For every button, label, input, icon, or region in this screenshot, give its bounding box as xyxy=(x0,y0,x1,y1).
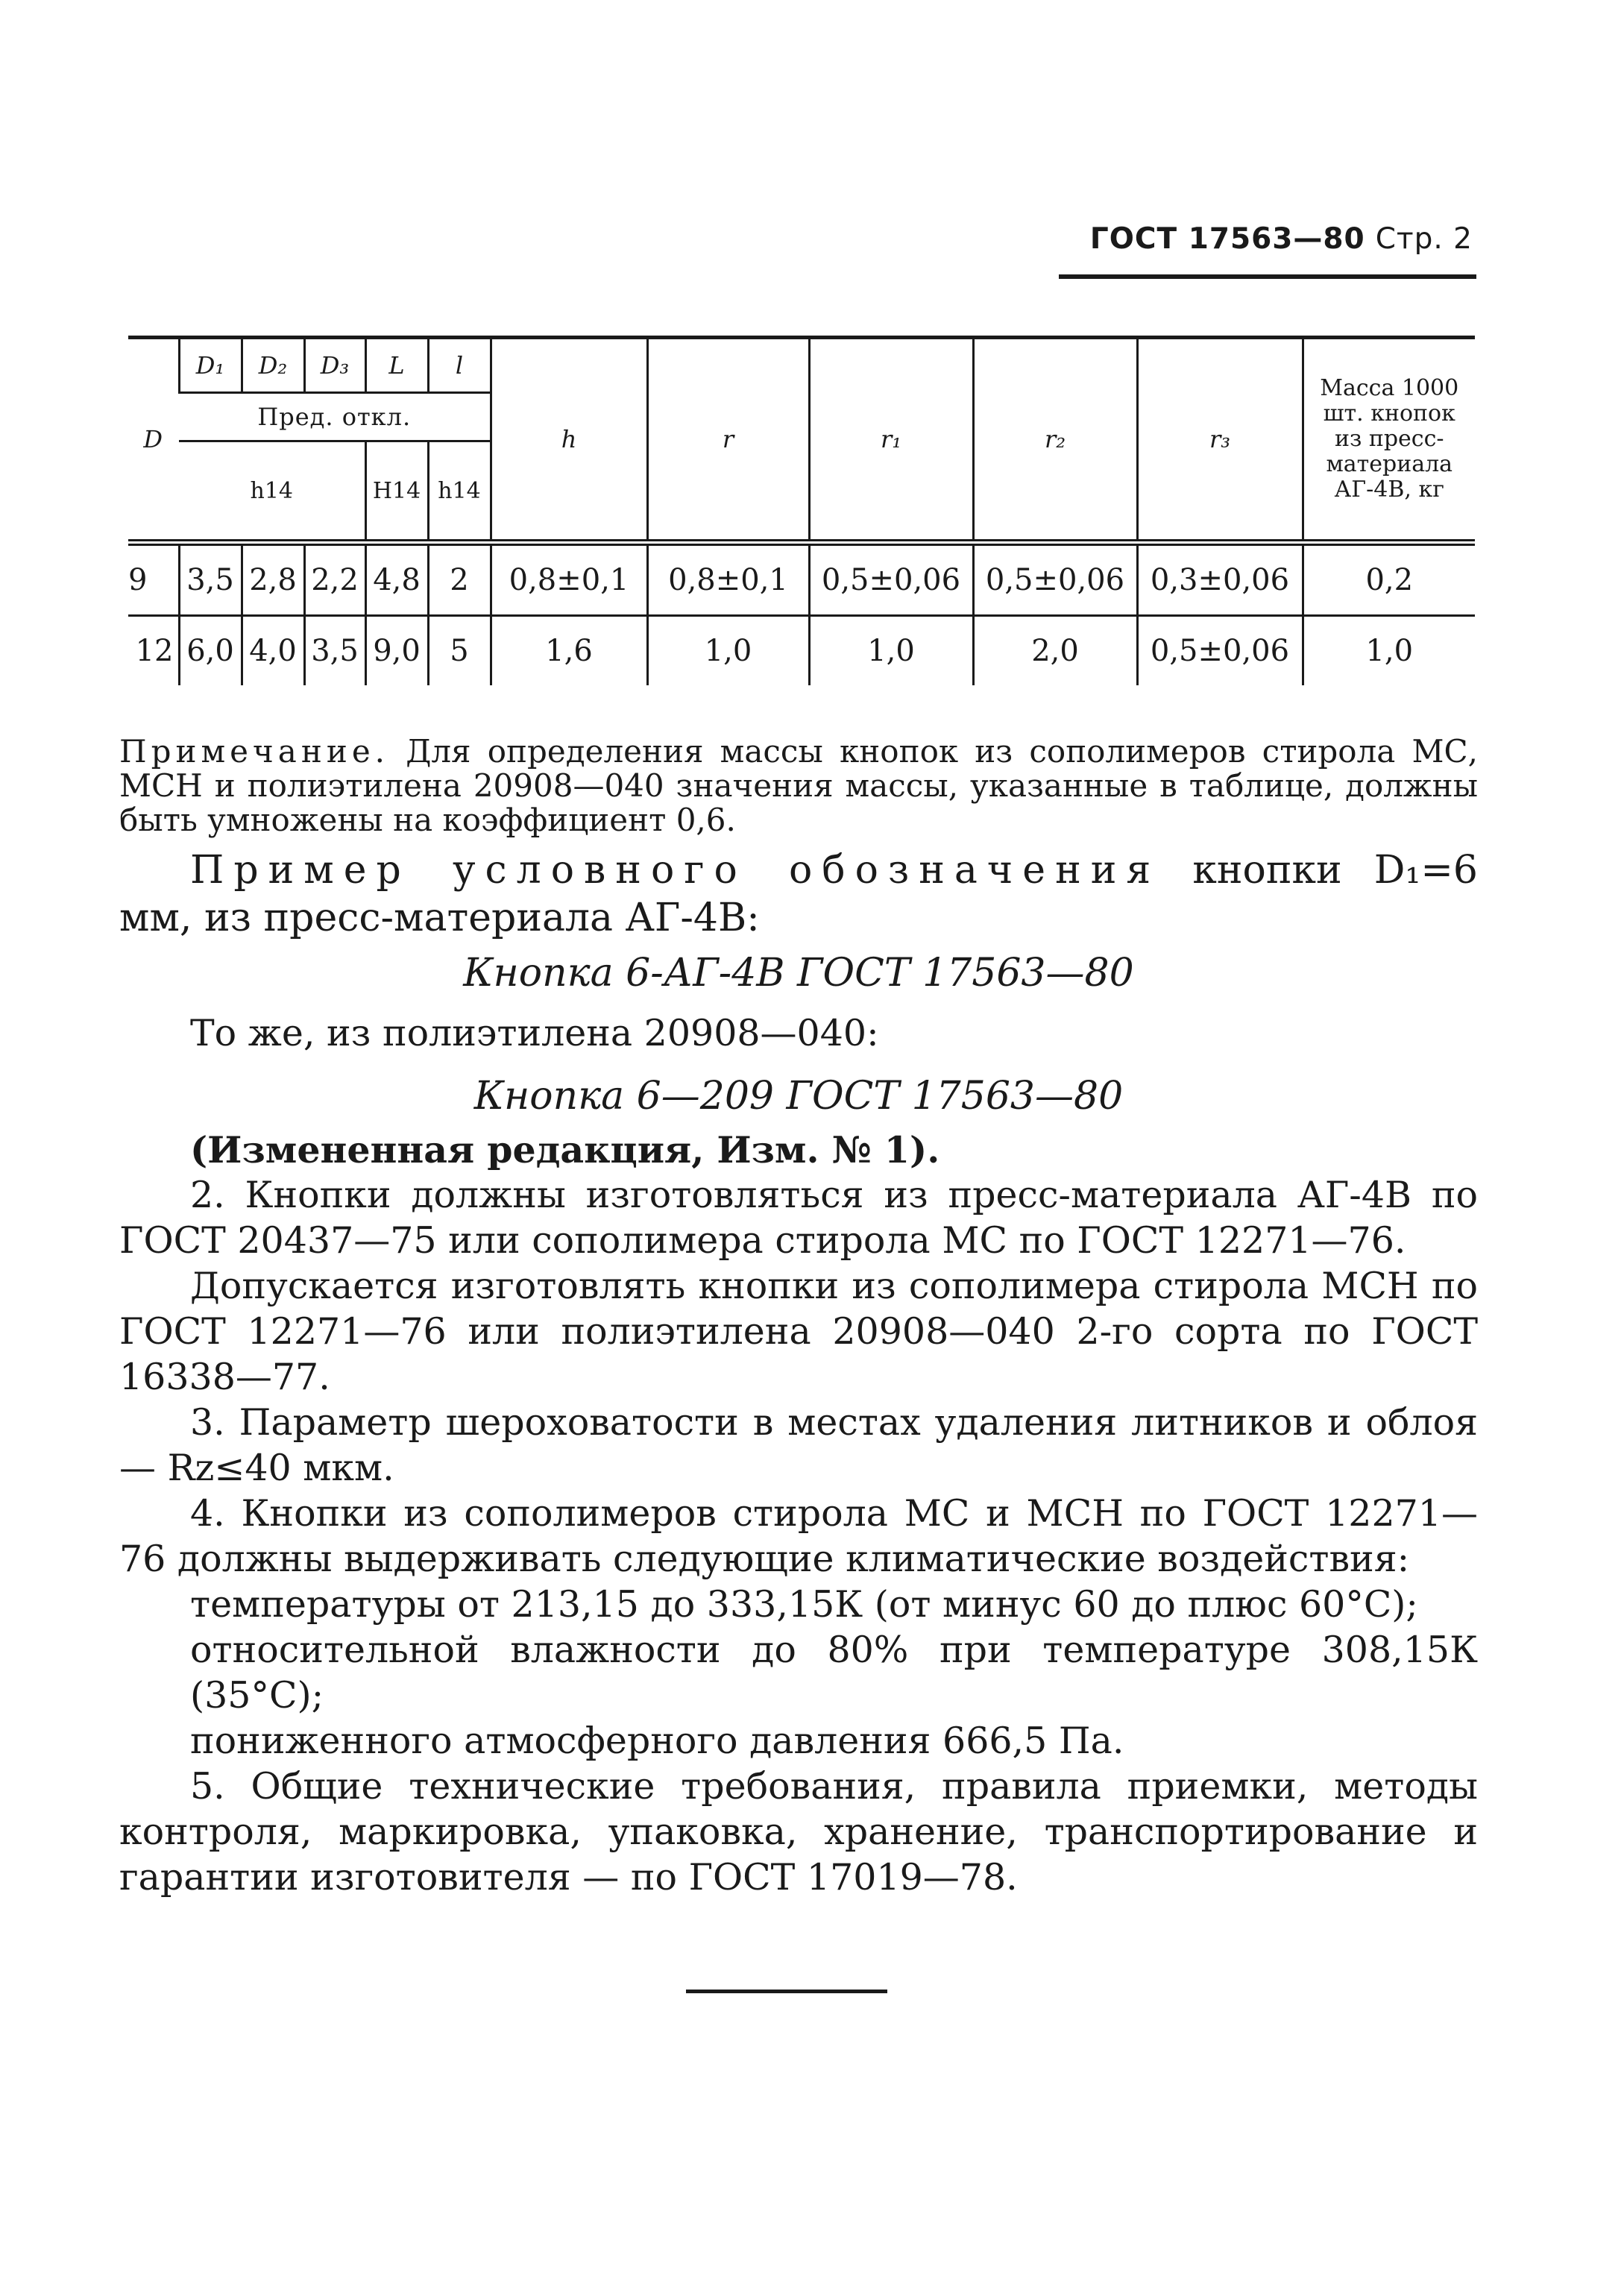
item-4: 4. Кнопки из сополимеров стирола МС и МСН по ГОСТ 12271—76 должны выдерживать следующие климатические воздействия: xyxy=(119,1492,1478,1580)
cell-D1: 3,5 xyxy=(179,543,242,616)
header-L: L xyxy=(365,338,428,393)
cell-D: 9 xyxy=(128,543,179,616)
item-2-permission: Допускается изготовлять кнопки из сополимера стирола МСН по ГОСТ 12271—76 или полиэтилена 20908—040 2-го сорта по ГОСТ 16338—77. xyxy=(119,1265,1478,1398)
designation-1: Кнопка 6-АГ-4В ГОСТ 17563—80 xyxy=(463,951,1134,996)
cell-r3: 0,3±0,06 xyxy=(1137,543,1303,616)
header-tol-h14: h14 xyxy=(250,477,293,504)
cell-mass: 1,0 xyxy=(1303,616,1475,686)
note-label: Примечание. xyxy=(119,733,390,770)
item-5: 5. Общие технические требования, правила приемки, методы контроля, маркировка, упаковка, хранение, транспортирование и гарантии изготовителя — по ГОСТ 17019—78. xyxy=(119,1765,1478,1899)
header-tolerance: Пред. откл. xyxy=(179,393,491,441)
header-l: l xyxy=(428,338,491,393)
cell-r2: 2,0 xyxy=(973,616,1137,686)
cell-l: 2 xyxy=(428,543,491,616)
footer-rule xyxy=(686,1990,887,1993)
cell-D3: 2,2 xyxy=(304,543,365,616)
cell-r: 1,0 xyxy=(647,616,809,686)
cell-h: 1,6 xyxy=(491,616,647,686)
item-3: 3. Параметр шероховатости в местах удаления литников и облоя — Rz≤40 мкм. xyxy=(119,1401,1478,1489)
header-D1: D₁ xyxy=(179,338,242,393)
cell-r2: 0,5±0,06 xyxy=(973,543,1137,616)
cell-L: 4,8 xyxy=(365,543,428,616)
cell-D1: 6,0 xyxy=(179,616,242,686)
amendment-note: (Измененная редакция, Изм. № 1). xyxy=(190,1128,940,1171)
item-4-temperature: температуры от 213,15 до 333,15К (от минус 60 до плюс 60°С); xyxy=(190,1583,1418,1626)
cell-r: 0,8±0,1 xyxy=(647,543,809,616)
cell-h: 0,8±0,1 xyxy=(491,543,647,616)
header-D3: D₃ xyxy=(304,338,365,393)
example-label: Пример условного обозначения xyxy=(190,848,1161,893)
note-text: Для определения массы кнопок из сополимеров стирола МС, МСН и полиэтилена 20908—040 значения массы, указанные в таблице, должны быть умножены на коэффициент 0,6. xyxy=(119,733,1478,838)
header-tol-h14b: h14 xyxy=(428,441,491,543)
item-4-pressure: пониженного атмосферного давления 666,5 Па. xyxy=(190,1720,1124,1762)
page-number: Стр. 2 xyxy=(1375,222,1473,256)
cell-r1: 1,0 xyxy=(809,616,973,686)
header-r2: r₂ xyxy=(973,338,1137,543)
page-header xyxy=(1007,222,1473,256)
cell-r1: 0,5±0,06 xyxy=(809,543,973,616)
item-4-humidity: относительной влажности до 80% при температуре 308,15К (35°С); xyxy=(190,1629,1478,1717)
cell-D2: 2,8 xyxy=(242,543,304,616)
header-D: D xyxy=(128,338,179,543)
cell-l: 5 xyxy=(428,616,491,686)
header-mass: Масса 1000 шт. кнопок из пресс-материала АГ-4В, кг xyxy=(1303,338,1475,543)
cell-r3: 0,5±0,06 xyxy=(1137,616,1303,686)
dimensions-table xyxy=(128,336,1475,685)
cell-mass: 0,2 xyxy=(1303,543,1475,616)
table-row xyxy=(128,616,1475,686)
cell-D3: 3,5 xyxy=(304,616,365,686)
header-D2: D₂ xyxy=(242,338,304,393)
designation-2: Кнопка 6—209 ГОСТ 17563—80 xyxy=(473,1074,1124,1119)
table-note xyxy=(119,735,1478,837)
designation-example xyxy=(119,846,1478,942)
header-h: h xyxy=(491,338,647,543)
header-rule xyxy=(1059,274,1476,279)
header-r: r xyxy=(647,338,809,543)
same-line: То же, из полиэтилена 20908—040: xyxy=(190,1012,879,1054)
cell-D2: 4,0 xyxy=(242,616,304,686)
table-row xyxy=(128,543,1475,616)
cell-L: 9,0 xyxy=(365,616,428,686)
header-r3: r₃ xyxy=(1137,338,1303,543)
header-tol-H14: H14 xyxy=(365,441,428,543)
document-id: ГОСТ 17563—80 xyxy=(1089,222,1365,256)
example-text: кнопки D₁=6 мм, из пресс-материала АГ-4В: xyxy=(119,848,1478,940)
requirements-list xyxy=(119,1172,1478,1900)
cell-D: 12 xyxy=(135,634,174,668)
header-r1: r₁ xyxy=(809,338,973,543)
item-2: 2. Кнопки должны изготовляться из пресс-материала АГ-4В по ГОСТ 20437—75 или сополимера стирола МС по ГОСТ 12271—76. xyxy=(119,1174,1478,1262)
